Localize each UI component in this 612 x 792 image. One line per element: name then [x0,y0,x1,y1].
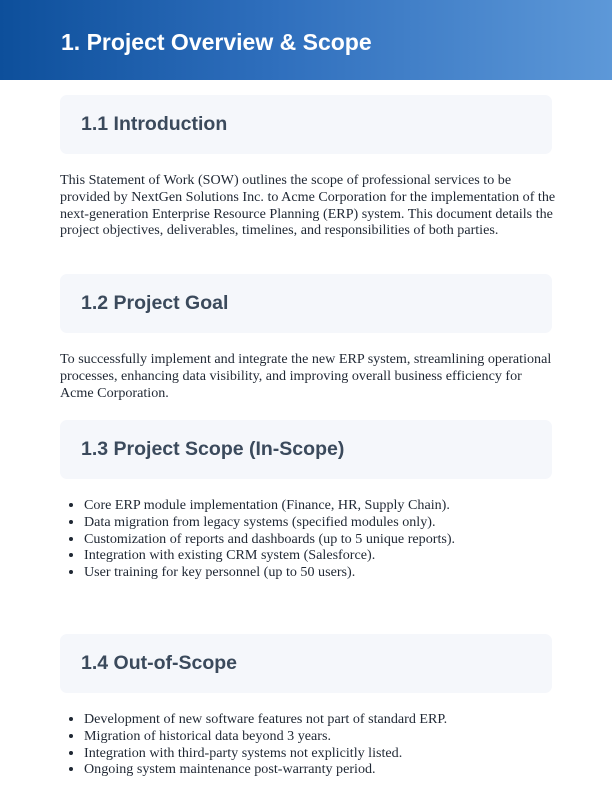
header-banner [0,0,612,80]
page-title: 1. Project Overview & Scope [61,29,372,55]
section-heading-box-out-of-scope [60,634,552,693]
section-heading-box-in-scope [60,420,552,479]
list-item: • Integration with existing CRM system (Salesforce). [84,547,580,564]
section-heading-out-of-scope: 1.4 Out-of-Scope [81,652,238,674]
section-heading-introduction: 1.1 Introduction [81,113,228,135]
in-scope-list [60,497,580,581]
list-item: • Core ERP module implementation (Finance, HR, Supply Chain). [84,497,580,514]
section-heading-project-goal: 1.2 Project Goal [81,292,229,314]
list-item: • Data migration from legacy systems (specified modules only). [84,514,580,531]
section-heading-box-introduction [60,95,552,154]
list-item: • Development of new software features not part of standard ERP. [84,711,580,728]
out-of-scope-list [60,711,580,778]
section-heading-in-scope: 1.3 Project Scope (In-Scope) [81,438,345,460]
list-item: • User training for key personnel (up to 50 users). [84,564,580,581]
list-item: • Ongoing system maintenance post-warranty period. [84,761,580,778]
introduction-paragraph: This Statement of Work (SOW) outlines the scope of professional services to be provided by NextGen Solutions Inc. to Acme Corporation for the implementation of the next-generation Enterprise Resource Planning (ERP) system. This document details the project objectives, deliverables, timelines, and responsibilities of both parties. [60,172,556,239]
list-item: • Customization of reports and dashboards (up to 5 unique reports). [84,531,580,548]
list-item: • Migration of historical data beyond 3 years. [84,728,580,745]
list-item: • Integration with third-party systems not explicitly listed. [84,745,580,762]
section-heading-box-project-goal [60,274,552,333]
project-goal-paragraph: To successfully implement and integrate the new ERP system, streamlining operational processes, enhancing data visibility, and improving overall business efficiency for Acme Corporation. [60,351,552,401]
